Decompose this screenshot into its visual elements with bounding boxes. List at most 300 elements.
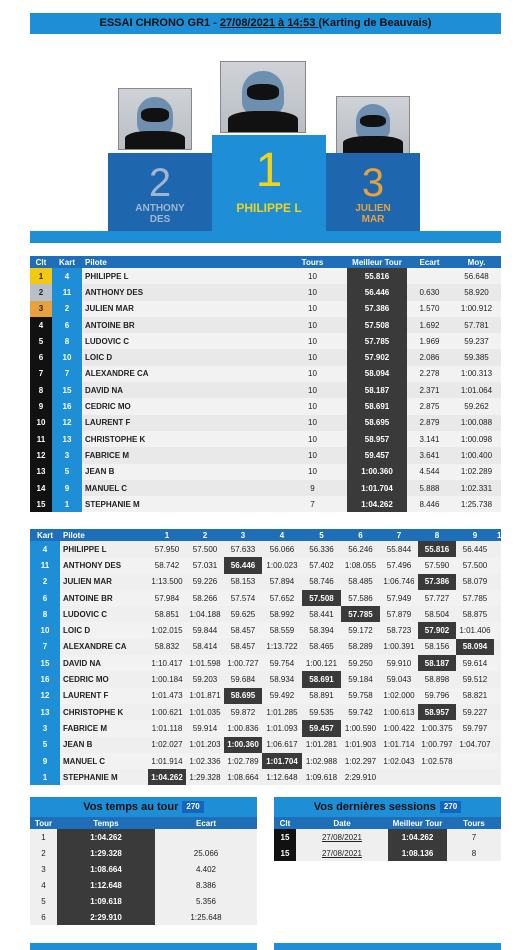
ranking-row[interactable] bbox=[30, 317, 501, 333]
my-lap-row bbox=[30, 909, 257, 925]
laps-row[interactable] bbox=[30, 688, 501, 704]
lap-time-cell: 57.633 bbox=[224, 541, 262, 557]
best-lap-cell: 55.816 bbox=[347, 268, 407, 284]
lap-time-cell bbox=[494, 622, 501, 638]
lap-time-cell bbox=[494, 655, 501, 671]
session-title bbox=[30, 13, 501, 34]
lap-time-cell: 57.984 bbox=[148, 590, 186, 606]
lap-time-cell: 59.172 bbox=[341, 622, 380, 638]
gap-cell: 2.278 bbox=[407, 366, 452, 382]
laps-row[interactable] bbox=[30, 574, 501, 590]
sessions-title bbox=[274, 797, 501, 817]
kart-cell: 1 bbox=[30, 769, 60, 785]
lap-time-cell: 1:00.727 bbox=[224, 655, 262, 671]
lap-number: 5 bbox=[30, 893, 57, 909]
session-date-link[interactable]: 27/08/2021 bbox=[296, 845, 388, 861]
session-laps: 8 bbox=[447, 845, 501, 861]
pilot-name[interactable]: MANUEL C bbox=[60, 753, 148, 769]
gap-cell: 1.692 bbox=[407, 317, 452, 333]
podium-third-rank: 3 bbox=[361, 161, 385, 205]
rank-cell: 3 bbox=[30, 301, 52, 317]
lap-time-cell: 1:13.500 bbox=[148, 574, 186, 590]
ranking-row[interactable] bbox=[30, 480, 501, 496]
lap-time-cell: 58.992 bbox=[262, 606, 302, 622]
lap-time-cell bbox=[494, 720, 501, 736]
kart-cell: 5 bbox=[52, 464, 82, 480]
kart-cell: 9 bbox=[52, 480, 82, 496]
lap-time-cell: 58.153 bbox=[224, 574, 262, 590]
ranking-row[interactable] bbox=[30, 301, 501, 317]
lap-time-cell: 59.492 bbox=[262, 688, 302, 704]
col-clt[interactable]: Clt bbox=[30, 256, 52, 268]
lap-time-cell: 56.336 bbox=[302, 541, 341, 557]
best-lap-cell: 58.187 bbox=[347, 382, 407, 398]
best-lap-cell: 1:01.704 bbox=[347, 480, 407, 496]
kart-cell: 8 bbox=[30, 606, 60, 622]
col-lap-7: 7 bbox=[380, 529, 418, 541]
kart-cell: 11 bbox=[30, 557, 60, 573]
kart-cell: 2 bbox=[30, 574, 60, 590]
laps-row[interactable] bbox=[30, 720, 501, 736]
avg-cell: 59.385 bbox=[452, 349, 501, 365]
lap-time-cell: 57.727 bbox=[418, 590, 456, 606]
rank-cell: 6 bbox=[30, 349, 52, 365]
lap-time-cell: 59.797 bbox=[456, 720, 494, 736]
ranking-row[interactable] bbox=[30, 447, 501, 463]
laps-row[interactable] bbox=[30, 753, 501, 769]
lap-time-cell: 57.949 bbox=[380, 590, 418, 606]
lap-time-cell: 1:02.027 bbox=[148, 737, 186, 753]
col-tours: Tours bbox=[447, 817, 501, 829]
gap-cell: 8.446 bbox=[407, 496, 452, 512]
my-lap-row bbox=[30, 877, 257, 893]
kart-cell: 15 bbox=[30, 655, 60, 671]
lap-time-cell: 1:01.473 bbox=[148, 688, 186, 704]
lap-time-cell: 1:12.648 bbox=[262, 769, 302, 785]
kart-cell: 9 bbox=[30, 753, 60, 769]
gap-cell: 5.888 bbox=[407, 480, 452, 496]
col-lap-8: 8 bbox=[418, 529, 456, 541]
lap-time-cell bbox=[494, 671, 501, 687]
pilot-name[interactable]: LAURENT F bbox=[82, 415, 278, 431]
lap-time-cell: 56.446 bbox=[224, 557, 262, 573]
lap-time-cell: 58.079 bbox=[456, 574, 494, 590]
lap-time-cell: 1:01.714 bbox=[380, 737, 418, 753]
best-lap-cell: 57.508 bbox=[347, 317, 407, 333]
laps-count: 10 bbox=[278, 284, 347, 300]
rank-cell: 4 bbox=[30, 317, 52, 333]
lap-time-cell: 58.457 bbox=[224, 622, 262, 638]
lap-time-cell: 1:01.281 bbox=[302, 737, 341, 753]
lap-time-cell: 1:01.118 bbox=[148, 720, 186, 736]
rank-cell: 1 bbox=[30, 268, 52, 284]
laps-count: 10 bbox=[278, 268, 347, 284]
rank-cell: 10 bbox=[30, 415, 52, 431]
lap-time-cell: 1:01.203 bbox=[186, 737, 224, 753]
pilot-name[interactable]: MANUEL C bbox=[82, 480, 278, 496]
ranking-row[interactable] bbox=[30, 333, 501, 349]
ranking-row[interactable] bbox=[30, 464, 501, 480]
sessions-badge: 270 bbox=[440, 801, 461, 813]
podium-third-name: JULIEN MAR bbox=[355, 203, 391, 225]
lap-time-cell: 1:09.618 bbox=[302, 769, 341, 785]
avg-cell: 58.920 bbox=[452, 284, 501, 300]
pilot-name[interactable]: STEPHANIE M bbox=[60, 769, 148, 785]
lap-time-cell bbox=[494, 769, 501, 785]
lap-time-cell: 1:01.035 bbox=[186, 704, 224, 720]
sessions-title-text: Vos dernières sessions bbox=[313, 801, 436, 813]
rank-cell: 7 bbox=[30, 366, 52, 382]
lap-time-cell bbox=[494, 704, 501, 720]
laps-count: 10 bbox=[278, 317, 347, 333]
my-laps-badge: 270 bbox=[182, 801, 203, 813]
lap-time-cell: 58.441 bbox=[302, 606, 341, 622]
best-lap-cell: 58.691 bbox=[347, 398, 407, 414]
laps-row[interactable] bbox=[30, 622, 501, 638]
lap-time-cell: 59.535 bbox=[302, 704, 341, 720]
col-ecart: Ecart bbox=[155, 817, 257, 829]
lap-time-cell: 58.695 bbox=[224, 688, 262, 704]
kart-cell: 1 bbox=[52, 496, 82, 512]
lap-time-cell: 59.872 bbox=[224, 704, 262, 720]
best-lap-cell: 58.695 bbox=[347, 415, 407, 431]
lap-time-cell: 58.742 bbox=[148, 557, 186, 573]
laps-row[interactable] bbox=[30, 541, 501, 557]
laps-row[interactable] bbox=[30, 606, 501, 622]
pilot-name[interactable]: LAURENT F bbox=[60, 688, 148, 704]
sessions-header-row bbox=[274, 817, 501, 829]
ranking-row[interactable] bbox=[30, 366, 501, 382]
pilot-name[interactable]: ANTHONY DES bbox=[82, 284, 278, 300]
avatar-first bbox=[220, 61, 306, 133]
kart-cell: 6 bbox=[52, 317, 82, 333]
kart-cell: 7 bbox=[52, 366, 82, 382]
pilot-name[interactable]: JULIEN MAR bbox=[82, 301, 278, 317]
lap-time-cell bbox=[494, 557, 501, 573]
laps-count: 10 bbox=[278, 382, 347, 398]
lap-time-cell: 58.875 bbox=[456, 606, 494, 622]
lap-time-cell: 58.504 bbox=[418, 606, 456, 622]
podium-first-rank: 1 bbox=[255, 144, 283, 197]
laps-count: 10 bbox=[278, 349, 347, 365]
lap-time-cell: 58.485 bbox=[341, 574, 380, 590]
lap-time-cell: 59.742 bbox=[341, 704, 380, 720]
lap-time-cell: 57.785 bbox=[456, 590, 494, 606]
avg-cell: 1:00.912 bbox=[452, 301, 501, 317]
kart-cell: 2 bbox=[52, 301, 82, 317]
lap-time: 1:04.262 bbox=[57, 829, 155, 845]
lap-time-cell: 57.402 bbox=[302, 557, 341, 573]
pilot-name[interactable]: CHRISTOPHE K bbox=[82, 431, 278, 447]
gap-cell: 1.969 bbox=[407, 333, 452, 349]
pilot-name[interactable]: CHRISTOPHE K bbox=[60, 704, 148, 720]
lap-time-cell: 59.844 bbox=[186, 622, 224, 638]
rank-cell: 15 bbox=[30, 496, 52, 512]
pilot-name[interactable]: ANTOINE BR bbox=[82, 317, 278, 333]
lap-time-cell: 57.586 bbox=[341, 590, 380, 606]
kart-cell: 15 bbox=[52, 382, 82, 398]
podium-base bbox=[30, 231, 501, 243]
my-laps-title bbox=[30, 797, 257, 817]
pilot-name[interactable]: ANTOINE BR bbox=[60, 590, 148, 606]
laps-row[interactable] bbox=[30, 639, 501, 655]
pilot-name[interactable]: JEAN B bbox=[82, 464, 278, 480]
pilot-name[interactable]: LOIC D bbox=[82, 349, 278, 365]
bottom-strip-left bbox=[30, 943, 257, 950]
col-pilote: Pilote bbox=[60, 529, 148, 541]
lap-time-cell bbox=[456, 769, 494, 785]
col-lap-1: 1 bbox=[148, 529, 186, 541]
sessions-panel bbox=[274, 797, 501, 861]
gap-cell: 0.630 bbox=[407, 284, 452, 300]
session-date-link[interactable]: 27/08/2021 bbox=[296, 829, 388, 845]
pilot-name[interactable]: CEDRIC MO bbox=[82, 398, 278, 414]
kart-cell: 7 bbox=[30, 639, 60, 655]
session-row[interactable] bbox=[274, 829, 501, 845]
best-lap-cell: 57.902 bbox=[347, 349, 407, 365]
laps-count: 10 bbox=[278, 447, 347, 463]
laps-row[interactable] bbox=[30, 671, 501, 687]
ranking-row[interactable] bbox=[30, 496, 501, 512]
lap-time-cell: 56.445 bbox=[456, 541, 494, 557]
pilot-name[interactable]: FABRICE M bbox=[60, 720, 148, 736]
ranking-table bbox=[30, 256, 501, 512]
col-pilote[interactable]: Pilote bbox=[82, 256, 278, 268]
lap-time-cell: 59.203 bbox=[186, 671, 224, 687]
ranking-row[interactable] bbox=[30, 284, 501, 300]
lap-time-cell: 1:04.262 bbox=[148, 769, 186, 785]
lap-number: 4 bbox=[30, 877, 57, 893]
pilot-name[interactable]: LUDOVIC C bbox=[60, 606, 148, 622]
lap-time-cell: 57.574 bbox=[224, 590, 262, 606]
avg-cell: 1:00.098 bbox=[452, 431, 501, 447]
ranking-row[interactable] bbox=[30, 398, 501, 414]
my-lap-row bbox=[30, 845, 257, 861]
lap-time-cell: 1:06.617 bbox=[262, 737, 302, 753]
kart-cell: 3 bbox=[52, 447, 82, 463]
kart-cell: 16 bbox=[30, 671, 60, 687]
lap-time-cell: 59.226 bbox=[186, 574, 224, 590]
pilot-name[interactable]: ANTHONY DES bbox=[60, 557, 148, 573]
session-best-lap: 1:04.262 bbox=[388, 829, 447, 845]
pilot-name[interactable]: DAVID NA bbox=[82, 382, 278, 398]
pilot-name[interactable]: LUDOVIC C bbox=[82, 333, 278, 349]
pilot-name[interactable]: PHILIPPE L bbox=[60, 541, 148, 557]
col-kart[interactable]: Kart bbox=[52, 256, 82, 268]
col-best-lap: Meilleur Tour bbox=[388, 817, 447, 829]
col-lap-4: 4 bbox=[262, 529, 302, 541]
pilot-name[interactable]: ALEXANDRE CA bbox=[82, 366, 278, 382]
ranking-row[interactable] bbox=[30, 415, 501, 431]
title-suffix: (Karting de Beauvais) bbox=[318, 17, 432, 29]
lap-time-cell: 57.031 bbox=[186, 557, 224, 573]
gap-cell: 2.086 bbox=[407, 349, 452, 365]
ranking-row[interactable] bbox=[30, 268, 501, 284]
lap-time-cell: 58.266 bbox=[186, 590, 224, 606]
lap-time-cell: 1:00.184 bbox=[148, 671, 186, 687]
laps-row[interactable] bbox=[30, 769, 501, 785]
ranking-row[interactable] bbox=[30, 382, 501, 398]
rank-cell: 2 bbox=[30, 284, 52, 300]
my-lap-row bbox=[30, 829, 257, 845]
lap-time-cell: 58.691 bbox=[302, 671, 341, 687]
podium-second-name: ANTHONY DES bbox=[135, 203, 185, 225]
lap-gap: 8.386 bbox=[155, 877, 257, 893]
lap-time-cell: 59.625 bbox=[224, 606, 262, 622]
bottom-strip-right bbox=[274, 943, 501, 950]
session-row[interactable] bbox=[274, 845, 501, 861]
lap-time-cell: 1:02.297 bbox=[341, 753, 380, 769]
lap-time-cell: 59.754 bbox=[262, 655, 302, 671]
laps-row[interactable] bbox=[30, 557, 501, 573]
avg-cell: 1:00.088 bbox=[452, 415, 501, 431]
lap-time-cell: 58.414 bbox=[186, 639, 224, 655]
kart-cell: 13 bbox=[30, 704, 60, 720]
lap-time-cell bbox=[494, 639, 501, 655]
lap-time-cell bbox=[494, 590, 501, 606]
lap-time-cell: 58.156 bbox=[418, 639, 456, 655]
lap-time-cell: 1:10.417 bbox=[148, 655, 186, 671]
lap-time-cell: 1:02.015 bbox=[148, 622, 186, 638]
lap-gap: 25.066 bbox=[155, 845, 257, 861]
pilot-name[interactable]: JEAN B bbox=[60, 737, 148, 753]
lap-time-cell: 1:00.121 bbox=[302, 655, 341, 671]
kart-cell: 12 bbox=[52, 415, 82, 431]
kart-cell: 10 bbox=[30, 622, 60, 638]
lap-time-cell: 57.785 bbox=[341, 606, 380, 622]
pilot-name[interactable]: STEPHANIE M bbox=[82, 496, 278, 512]
lap-time: 2:29.910 bbox=[57, 909, 155, 925]
lap-time-cell: 1:04.707 bbox=[456, 737, 494, 753]
col-best-lap[interactable]: Meilleur Tour bbox=[347, 256, 407, 268]
lap-time-cell: 57.386 bbox=[418, 574, 456, 590]
col-tours[interactable]: Tours bbox=[278, 256, 347, 268]
session-best-lap: 1:08.136 bbox=[388, 845, 447, 861]
lap-time-cell: 59.914 bbox=[186, 720, 224, 736]
laps-count: 10 bbox=[278, 366, 347, 382]
laps-header-row bbox=[30, 529, 501, 541]
laps-count: 10 bbox=[278, 333, 347, 349]
col-moy[interactable]: Moy. bbox=[452, 256, 501, 268]
lap-time-cell: 1:01.914 bbox=[148, 753, 186, 769]
lap-time-cell: 56.246 bbox=[341, 541, 380, 557]
lap-time-cell: 58.851 bbox=[148, 606, 186, 622]
pilot-name[interactable]: ALEXANDRE CA bbox=[60, 639, 148, 655]
lap-time-cell: 58.898 bbox=[418, 671, 456, 687]
lap-time-cell: 1:01.093 bbox=[262, 720, 302, 736]
session-date-link[interactable]: 27/08/2021 à 14:53 bbox=[219, 17, 319, 29]
pilot-name[interactable]: JULIEN MAR bbox=[60, 574, 148, 590]
lap-gap: 5.356 bbox=[155, 893, 257, 909]
lap-time-cell: 58.832 bbox=[148, 639, 186, 655]
rank-cell: 13 bbox=[30, 464, 52, 480]
laps-count: 7 bbox=[278, 496, 347, 512]
laps-row[interactable] bbox=[30, 704, 501, 720]
lap-time-cell: 58.934 bbox=[262, 671, 302, 687]
avg-cell: 59.237 bbox=[452, 333, 501, 349]
rank-cell: 12 bbox=[30, 447, 52, 463]
laps-count: 10 bbox=[278, 415, 347, 431]
col-lap-6: 6 bbox=[341, 529, 380, 541]
lap-time-cell: 59.614 bbox=[456, 655, 494, 671]
lap-time-cell: 59.796 bbox=[418, 688, 456, 704]
kart-cell: 11 bbox=[52, 284, 82, 300]
kart-cell: 16 bbox=[52, 398, 82, 414]
my-lap-row bbox=[30, 861, 257, 877]
lap-time-cell: 56.066 bbox=[262, 541, 302, 557]
lap-time-cell: 55.816 bbox=[418, 541, 456, 557]
pilot-name[interactable]: CEDRIC MO bbox=[60, 671, 148, 687]
lap-time-cell: 59.758 bbox=[341, 688, 380, 704]
lap-time-cell: 59.250 bbox=[341, 655, 380, 671]
best-lap-cell: 59.457 bbox=[347, 447, 407, 463]
lap-time: 1:08.664 bbox=[57, 861, 155, 877]
session-rank: 15 bbox=[274, 829, 296, 845]
laps-row[interactable] bbox=[30, 655, 501, 671]
pilot-name[interactable]: FABRICE M bbox=[82, 447, 278, 463]
laps-row[interactable] bbox=[30, 737, 501, 753]
podium-first bbox=[212, 135, 326, 231]
kart-cell: 8 bbox=[52, 333, 82, 349]
kart-cell: 4 bbox=[52, 268, 82, 284]
ranking-row[interactable] bbox=[30, 349, 501, 365]
rank-cell: 8 bbox=[30, 382, 52, 398]
lap-time-cell: 1:01.598 bbox=[186, 655, 224, 671]
best-lap-cell: 58.957 bbox=[347, 431, 407, 447]
lap-time-cell: 58.465 bbox=[302, 639, 341, 655]
lap-time-cell: 1:00.590 bbox=[341, 720, 380, 736]
laps-row[interactable] bbox=[30, 590, 501, 606]
laps-count: 10 bbox=[278, 301, 347, 317]
rank-cell: 5 bbox=[30, 333, 52, 349]
lap-number: 6 bbox=[30, 909, 57, 925]
rank-cell: 14 bbox=[30, 480, 52, 496]
lap-time-cell: 1:00.391 bbox=[380, 639, 418, 655]
lap-time-cell: 1:08.055 bbox=[341, 557, 380, 573]
avatar-third bbox=[336, 96, 410, 154]
lap-time-cell: 57.496 bbox=[380, 557, 418, 573]
lap-time-cell: 1:01.704 bbox=[262, 753, 302, 769]
lap-time-cell: 58.891 bbox=[302, 688, 341, 704]
lap-time-cell: 1:02.336 bbox=[186, 753, 224, 769]
session-laps: 7 bbox=[447, 829, 501, 845]
best-lap-cell: 1:00.360 bbox=[347, 464, 407, 480]
kart-cell: 10 bbox=[52, 349, 82, 365]
kart-cell: 6 bbox=[30, 590, 60, 606]
avg-cell: 56.648 bbox=[452, 268, 501, 284]
laps-table bbox=[30, 529, 506, 785]
lap-time: 1:12.648 bbox=[57, 877, 155, 893]
lap-time-cell: 57.902 bbox=[418, 622, 456, 638]
lap-time-cell: 1:06.746 bbox=[380, 574, 418, 590]
ranking-row[interactable] bbox=[30, 431, 501, 447]
gap-cell: 2.371 bbox=[407, 382, 452, 398]
pilot-name[interactable]: LOIC D bbox=[60, 622, 148, 638]
gap-cell: 4.544 bbox=[407, 464, 452, 480]
lap-time-cell: 1:29.328 bbox=[186, 769, 224, 785]
gap-cell: 3.141 bbox=[407, 431, 452, 447]
pilot-name[interactable]: DAVID NA bbox=[60, 655, 148, 671]
my-laps-title-text: Vos temps au tour bbox=[83, 801, 179, 813]
col-ecart[interactable]: Ecart bbox=[407, 256, 452, 268]
pilot-name[interactable]: PHILIPPE L bbox=[82, 268, 278, 284]
col-lap-5: 5 bbox=[302, 529, 341, 541]
kart-cell: 3 bbox=[30, 720, 60, 736]
lap-time-cell: 58.559 bbox=[262, 622, 302, 638]
lap-time-cell bbox=[494, 606, 501, 622]
my-laps-header-row bbox=[30, 817, 257, 829]
gap-cell: 2.879 bbox=[407, 415, 452, 431]
